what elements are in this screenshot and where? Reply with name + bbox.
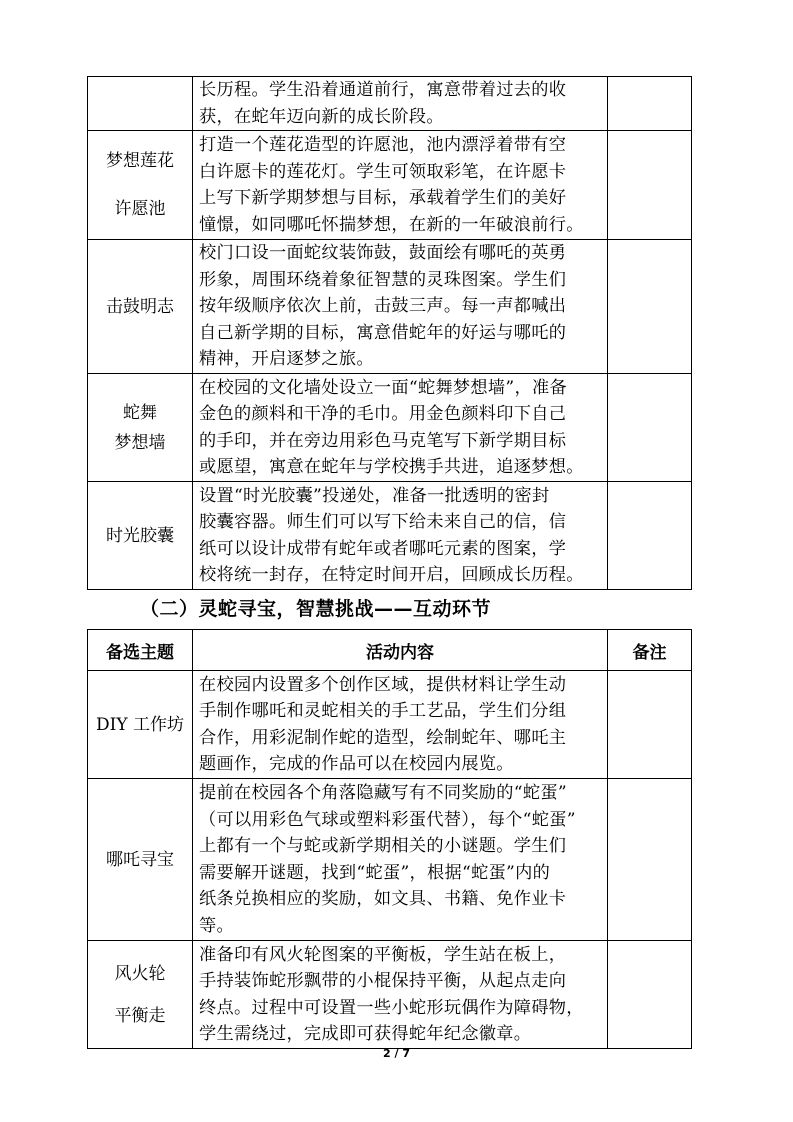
table-row	[88, 671, 692, 779]
content-line: 长历程。学生沿着通道前行，寓意带着过去的收	[199, 80, 567, 100]
content-line: 校门口设一面蛇纹装饰鼓，鼓面绘有哪吒的英勇	[199, 243, 567, 264]
content-line: 或愿望，寓意在蛇年与学校携手共进，追逐梦想。	[199, 457, 584, 477]
theme-cell	[88, 941, 193, 1049]
content-cell	[193, 482, 608, 590]
content-line: 纸条兑换相应的奖励，如文具、书籍、免作业卡	[199, 889, 567, 909]
content-line: 在校园内设置多个创作区域，提供材料让学生动	[199, 674, 567, 695]
content-cell	[193, 374, 608, 482]
content-line: 白许愿卡的莲花灯。学生可领取彩笔，在许愿卡	[199, 161, 567, 182]
content-cell	[193, 131, 608, 240]
content-line: 形象，周围环绕着象征智慧的灵珠图案。学生们	[199, 269, 567, 290]
content-cell	[193, 779, 608, 941]
content-cell	[193, 941, 608, 1049]
theme-cell	[88, 131, 193, 240]
theme-cell	[88, 482, 193, 590]
table-row	[88, 131, 692, 240]
column-header-note: 备注	[608, 630, 692, 671]
table-row	[88, 240, 692, 374]
note-cell	[608, 941, 692, 1049]
page-number: 2 / 7	[383, 1047, 410, 1060]
note-cell	[608, 77, 692, 131]
theme-line: 梦想墙	[114, 432, 166, 453]
content-line: 按年级顺序依次上前，击鼓三声。每一声都喊出	[199, 296, 567, 317]
theme-line: 风火轮	[114, 963, 166, 984]
theme-cell	[88, 779, 193, 941]
content-line: 题画作，完成的作品可以在校园内展览。	[199, 754, 514, 774]
content-cell	[193, 671, 608, 779]
content-line: 提前在校园各个角落隐藏写有不同奖励的“蛇蛋”	[199, 783, 567, 803]
note-cell	[608, 482, 692, 590]
note-cell	[608, 240, 692, 374]
table-row	[88, 77, 692, 131]
table-row	[88, 779, 692, 941]
table-row	[88, 941, 692, 1049]
theme-cell	[88, 671, 193, 779]
theme-cell	[88, 374, 193, 482]
content-line: 胶囊容器。师生们可以写下给未来自己的信，信	[199, 512, 567, 532]
table-row	[88, 482, 692, 590]
content-line: 上都有一个与蛇或新学期相关的小谜题。学生们	[199, 836, 567, 856]
content-line: 准备印有风火轮图案的平衡板，学生站在板上，	[199, 944, 567, 965]
content-line: 在校园的文化墙处设立一面“蛇舞梦想墙”，准备	[199, 377, 567, 398]
content-line: 校将统一封存，在特定时间开启，回顾成长历程。	[199, 565, 584, 585]
content-line: 的手印，并在旁边用彩色马克笔写下新学期目标	[199, 430, 567, 451]
theme-line: 梦想莲花	[106, 151, 174, 171]
table-row	[88, 374, 692, 482]
note-cell	[608, 779, 692, 941]
content-line: 学生需绕过，完成即可获得蛇年纪念徽章。	[199, 1024, 532, 1044]
content-line: 手持装饰蛇形飘带的小棍保持平衡，从起点走向	[199, 971, 567, 991]
content-line: 设置“时光胶囊”投递处，准备一批透明的密封	[199, 485, 550, 506]
content-line: 精神，开启逐梦之旅。	[199, 349, 374, 370]
theme-line: 蛇舞	[123, 402, 157, 423]
note-cell	[608, 374, 692, 482]
content-line: 获，在蛇年迈向新的成长阶段。	[199, 106, 444, 127]
section-heading: （二）灵蛇寻宝，智慧挑战——互动环节	[140, 598, 492, 620]
theme-line: 时光胶囊	[106, 525, 174, 546]
note-cell	[608, 131, 692, 240]
note-cell	[608, 671, 692, 779]
content-line: 打造一个莲花造型的许愿池，池内漂浮着带有空	[199, 135, 567, 155]
content-line: 终点。过程中可设置一些小蛇形玩偶作为障碍物，	[199, 997, 584, 1018]
theme-line: 平衡走	[114, 1005, 166, 1026]
content-line: 手制作哪吒和灵蛇相关的手工艺品，学生们分组	[199, 701, 567, 721]
content-line: 金色的颜料和干净的毛巾。用金色颜料印下自己	[199, 404, 567, 424]
content-cell	[193, 77, 608, 131]
theme-line: DIY 工作坊	[96, 714, 184, 735]
content-line: 纸可以设计成带有蛇年或者哪吒元素的图案，学	[199, 538, 567, 559]
content-line: 等。	[199, 915, 234, 936]
content-line: （可以用彩色气球或塑料彩蛋代替），每个“蛇蛋”	[199, 809, 576, 830]
content-line: 需要解开谜题，找到“蛇蛋”，根据“蛇蛋”内的	[199, 862, 551, 883]
activity-table-2	[87, 629, 692, 1049]
content-cell	[193, 240, 608, 374]
theme-line: 许愿池	[114, 199, 166, 219]
content-line: 合作，用彩泥制作蛇的造型，绘制蛇年、哪吒主	[199, 727, 567, 748]
content-line: 憧憬，如同哪吒怀揣梦想，在新的一年破浪前行。	[199, 214, 584, 235]
table-header-row	[88, 630, 692, 671]
content-line: 自己新学期的目标，寓意借蛇年的好运与哪吒的	[199, 322, 567, 343]
theme-line: 击鼓明志	[106, 296, 174, 317]
content-line: 上写下新学期梦想与目标，承载着学生们的美好	[199, 188, 567, 208]
theme-cell	[88, 240, 193, 374]
theme-line: 哪吒寻宝	[106, 849, 174, 870]
activity-table-1	[87, 76, 692, 590]
theme-cell	[88, 77, 193, 131]
column-header-theme: 备选主题	[88, 630, 193, 671]
column-header-content: 活动内容	[193, 630, 608, 671]
